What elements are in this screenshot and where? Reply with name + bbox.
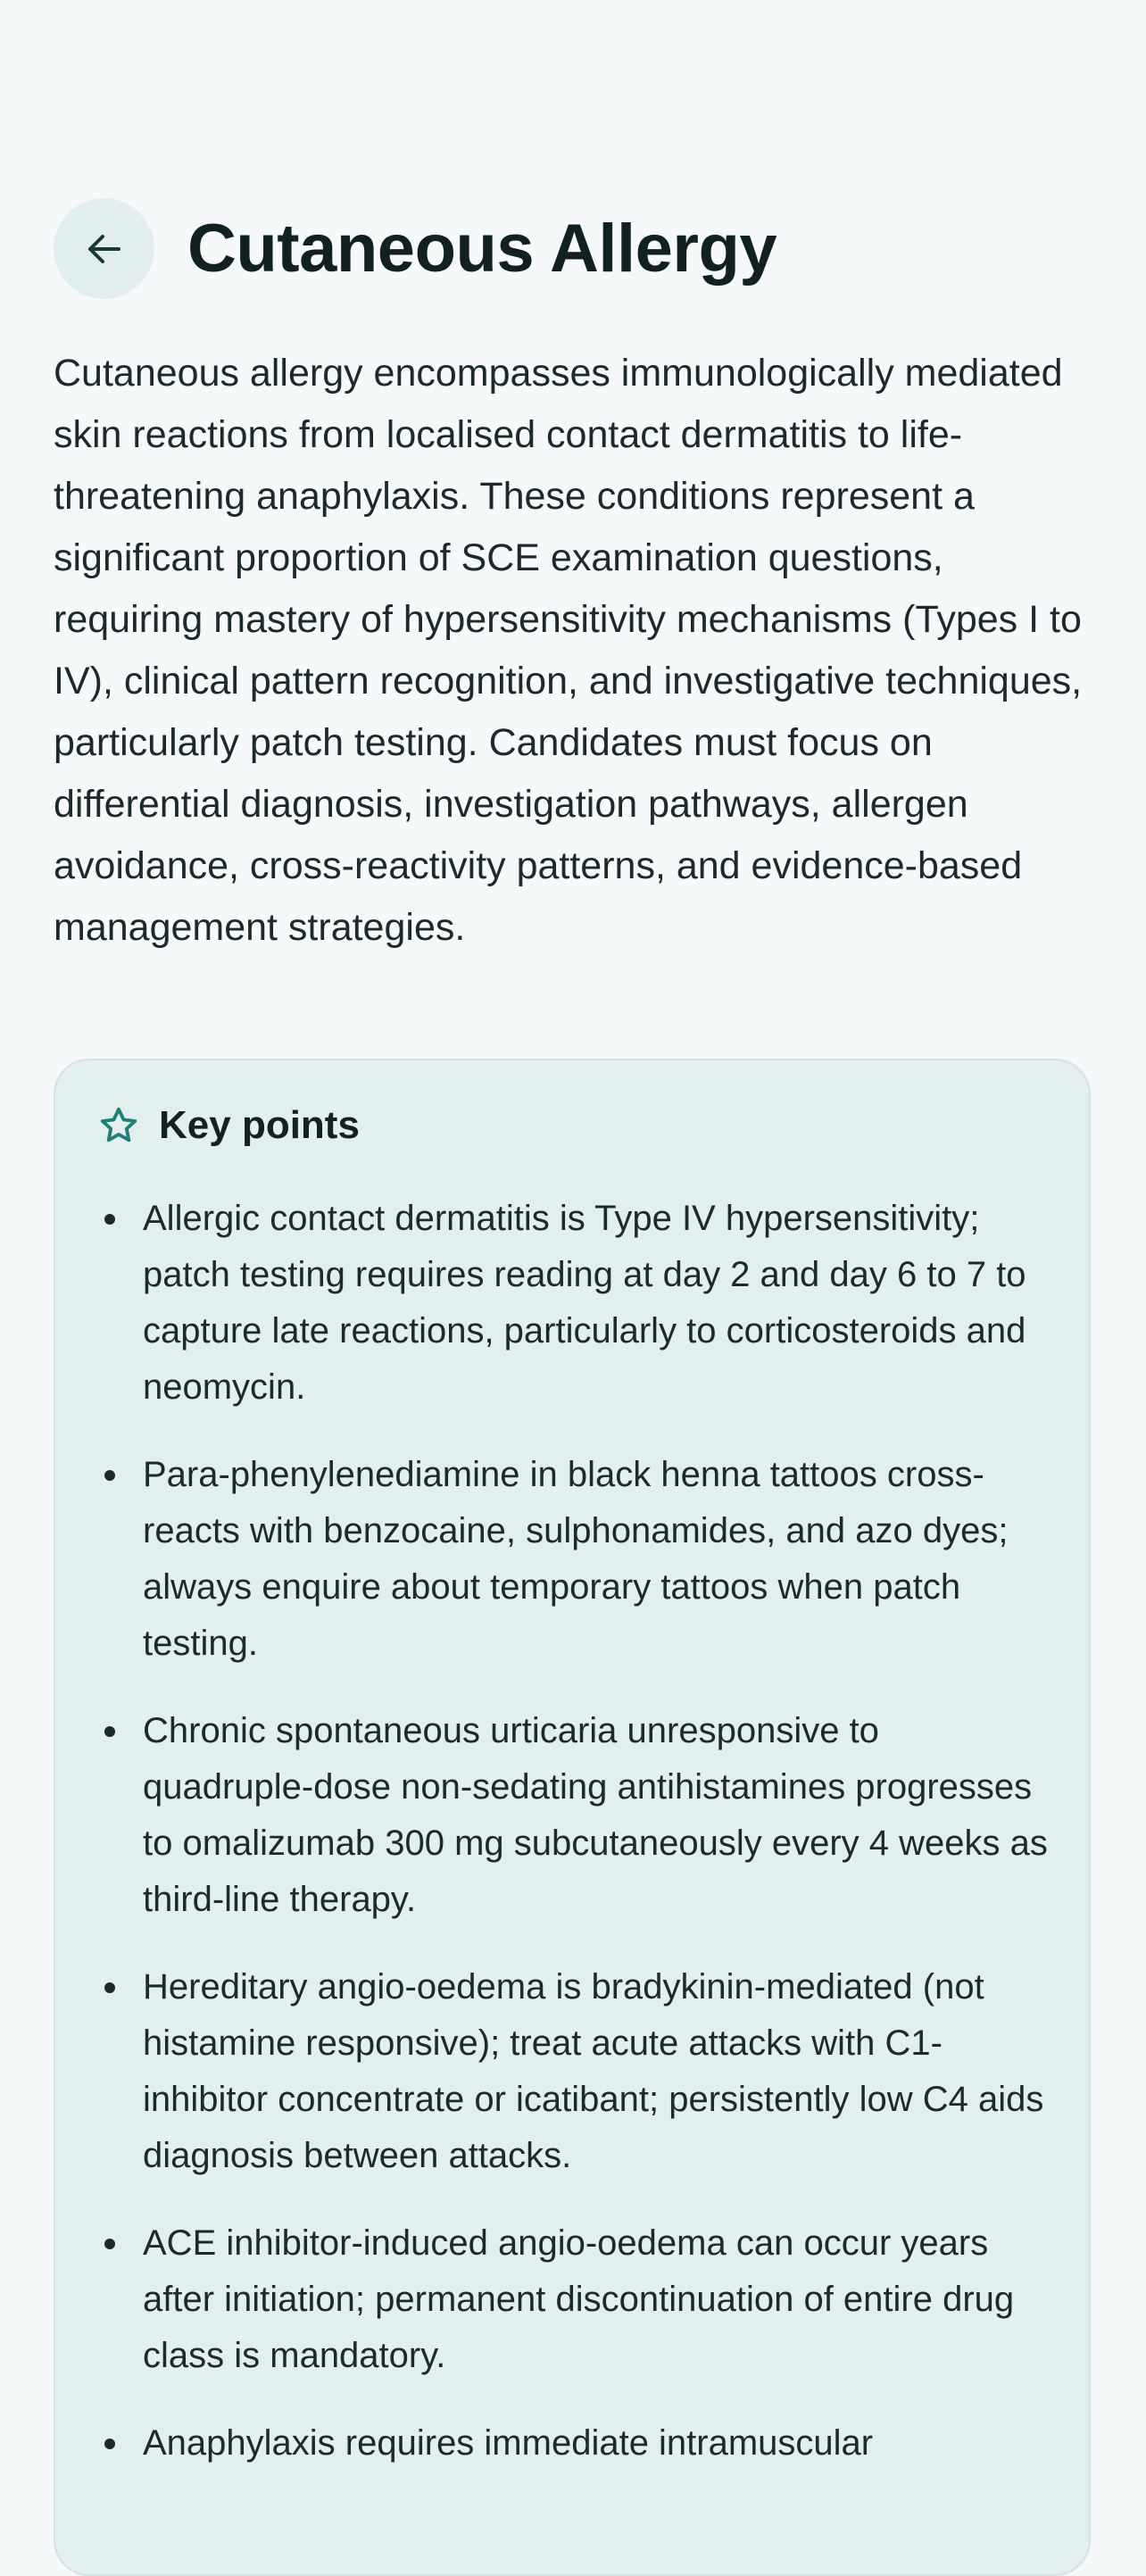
key-point-text: Allergic contact dermatitis is Type IV hypersensitivity; patch testing requires reading at day 2 and day 6 to 7 to capture late reactions, particularly to corticosteroids and neomycin. (143, 1199, 1026, 1407)
star-icon (98, 1105, 139, 1146)
bullet-dot (104, 1214, 115, 1225)
key-point-text: Para-phenylenediamine in black henna tattoos cross-reacts with benzocaine, sulphonamides, and azo dyes; always enquire about temporary tattoos when patch testing. (143, 1455, 1009, 1663)
intro-paragraph: Cutaneous allergy encompasses immunologically mediated skin reactions from localised contact dermatitis to life-threatening anaphylaxis. These conditions represent a significant proportion of SCE examination questions, requiring mastery of hypersensitivity mechanisms (Types I to IV), clinical pattern recognition, and investigative techniques, particularly patch testing. Candidates must focus on differential diagnosis, investigation pathways, allergen avoidance, cross-reactivity patterns, and evidence-based management strategies. (54, 352, 1083, 949)
key-points-header (98, 1105, 360, 1146)
key-point-item (55, 1447, 1089, 1672)
bullet-dot (104, 2239, 115, 2249)
key-points-title: Key points (159, 1103, 360, 1147)
bullet-dot (104, 1470, 115, 1481)
key-point-text: Anaphylaxis requires immediate intramuscular (143, 2423, 874, 2463)
bullet-dot (104, 1982, 115, 1993)
page-title: Cutaneous Allergy (187, 210, 777, 287)
page-header (54, 198, 1092, 299)
back-button[interactable] (54, 198, 154, 299)
key-point-text: ACE inhibitor-induced angio-oedema can occur years after initiation; permanent discontinuation of entire drug class is mandatory. (143, 2223, 1015, 2375)
key-points-list (55, 1191, 1089, 2503)
key-point-item (55, 2215, 1089, 2384)
bullet-dot (104, 1726, 115, 1737)
key-points-card (54, 1059, 1091, 2576)
key-point-text: Chronic spontaneous urticaria unresponsive to quadruple-dose non-sedating antihistamines progresses to omalizumab 300 mg subcutaneously every 4 weeks as third-line therapy. (143, 1711, 1048, 1919)
key-point-item (55, 2415, 1089, 2472)
bullet-dot (104, 2439, 115, 2449)
key-point-item (55, 1959, 1089, 2184)
key-point-item (55, 1191, 1089, 1416)
arrow-left-icon (83, 228, 126, 270)
key-point-text: Hereditary angio-oedema is bradykinin-mediated (not histamine responsive); treat acute attacks with C1-inhibitor concentrate or icatibant; persistently low C4 aids diagnosis between attacks. (143, 1967, 1044, 2175)
key-point-item (55, 1703, 1089, 1928)
